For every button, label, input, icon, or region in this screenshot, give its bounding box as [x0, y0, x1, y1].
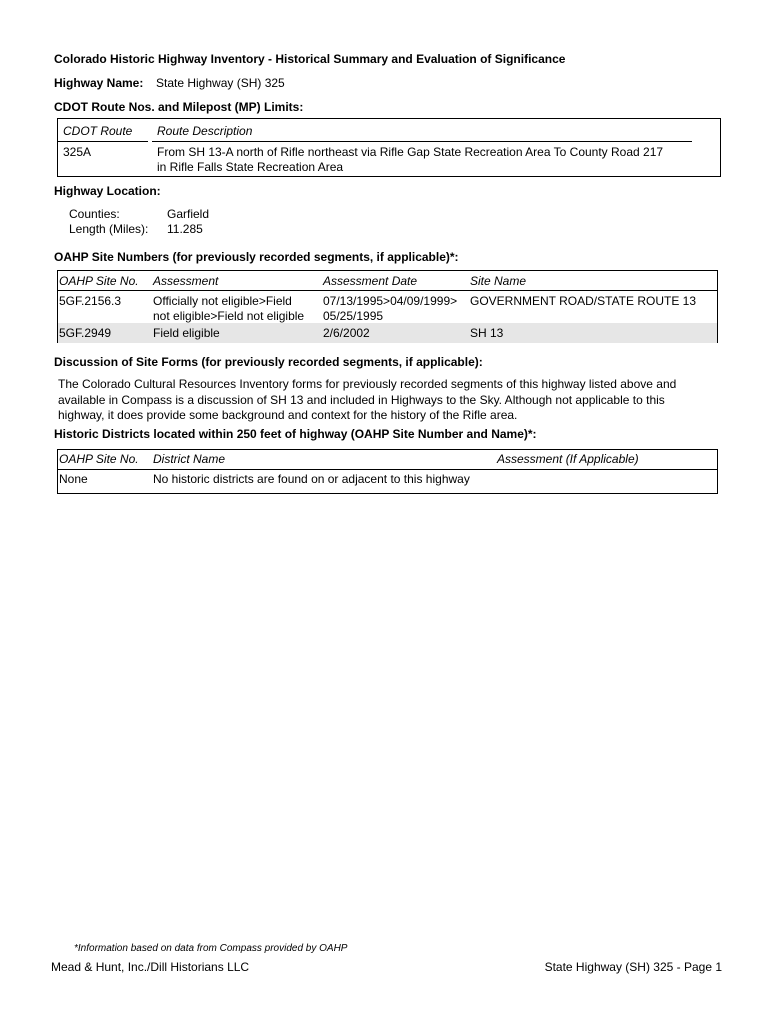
districts-header-district-name: District Name [153, 452, 226, 466]
counties-value: Garfield [167, 207, 210, 221]
oahp-row1-assessment-line2: not eligible>Field not eligible [153, 309, 305, 323]
discussion-line-3: highway, it does provide some background and context for the history of the Rifle area. [58, 408, 518, 422]
discussion-body [58, 377, 718, 424]
districts-row-district-name: No historic districts are found on or adjacent to this highway [153, 472, 470, 486]
districts-header-assessment: Assessment (If Applicable) [497, 452, 639, 466]
route-table-description-line1: From SH 13-A north of Rifle northeast via Rifle Gap State Recreation Area To County Road 217 [157, 145, 664, 159]
oahp-header-assessment: Assessment [153, 274, 219, 288]
route-table-route: 325A [63, 145, 92, 159]
highway-name-value: State Highway (SH) 325 [156, 76, 285, 90]
oahp-row1-site-name: GOVERNMENT ROAD/STATE ROUTE 13 [470, 294, 697, 308]
route-table [57, 118, 721, 177]
route-table-header-route: CDOT Route [63, 124, 133, 138]
oahp-row2-assessment: Field eligible [153, 326, 220, 340]
oahp-row1-date-line1: 07/13/1995>04/09/1999> [323, 294, 458, 308]
location-heading: Highway Location: [54, 184, 161, 198]
districts-heading: Historic Districts located within 250 feet of highway (OAHP Site Number and Name)*: [54, 427, 537, 441]
footer-note: *Information based on data from Compass provided by OAHP [74, 943, 348, 954]
oahp-row2-date: 2/6/2002 [323, 326, 370, 340]
districts-header-site-no: OAHP Site No. [59, 452, 139, 466]
route-table-header-description: Route Description [157, 124, 253, 138]
districts-table [57, 449, 718, 494]
route-table-description-line2: in Rifle Falls State Recreation Area [157, 160, 344, 174]
oahp-row1-site-no: 5GF.2156.3 [59, 294, 122, 308]
route-section-heading: CDOT Route Nos. and Milepost (MP) Limits: [54, 100, 304, 114]
oahp-header-site-no: OAHP Site No. [59, 274, 139, 288]
districts-row-site-no: None [59, 472, 88, 486]
discussion-line-2: available in Compass is a discussion of SH 13 and included in Highways to the Sky. Although not applicable to this [58, 392, 665, 407]
oahp-sites-table [57, 270, 718, 343]
oahp-row1-date-line2: 05/25/1995 [323, 309, 384, 323]
footer-right: State Highway (SH) 325 - Page 1 [544, 960, 722, 974]
oahp-row1-assessment-line1: Officially not eligible>Field [153, 294, 292, 308]
oahp-header-site-name: Site Name [470, 274, 527, 288]
discussion-heading: Discussion of Site Forms (for previously recorded segments, if applicable): [54, 355, 483, 369]
counties-label: Counties: [69, 207, 120, 221]
oahp-row2-site-name: SH 13 [470, 326, 504, 340]
discussion-line-1: The Colorado Cultural Resources Inventory forms for previously recorded segments of this highway listed above and [58, 377, 677, 391]
footer-left: Mead & Hunt, Inc./Dill Historians LLC [51, 960, 250, 974]
length-value: 11.285 [167, 222, 203, 236]
oahp-sites-heading: OAHP Site Numbers (for previously recorded segments, if applicable)*: [54, 250, 459, 264]
highway-name-label: Highway Name: [54, 76, 144, 90]
length-label: Length (Miles): [69, 222, 149, 236]
oahp-row2-site-no: 5GF.2949 [59, 326, 112, 340]
oahp-header-date: Assessment Date [323, 274, 418, 288]
page-title: Colorado Historic Highway Inventory - Historical Summary and Evaluation of Significance [54, 52, 566, 66]
